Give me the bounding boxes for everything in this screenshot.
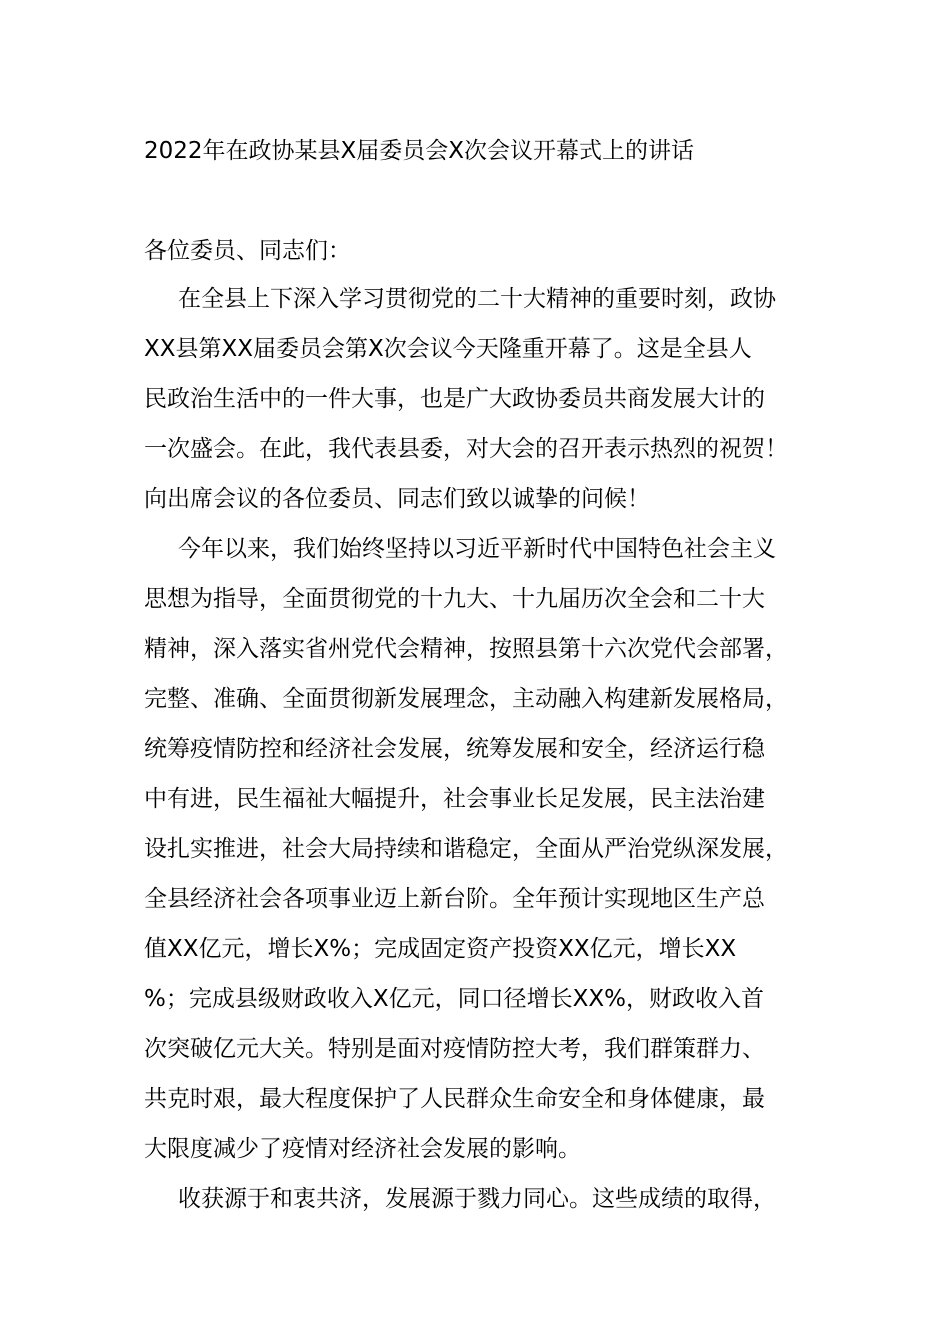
paragraph-2-line-10: %；完成县级财政收入X亿元，同口径增长XX%，财政收入首 bbox=[144, 986, 764, 1012]
paragraph-2-line-4: 完整、准确、全面贯彻新发展理念，主动融入构建新发展格局， bbox=[144, 686, 788, 712]
paragraph-2-line-5: 统筹疫情防控和经济社会发展，统筹发展和安全，经济运行稳 bbox=[144, 736, 765, 762]
paragraph-2-line-9: 值XX亿元，增长X%；完成固定资产投资XX亿元，增长XX bbox=[144, 936, 737, 962]
paragraph-2-line-3: 精神，深入落实省州党代会精神，按照县第十六次党代会部署， bbox=[144, 636, 788, 662]
salutation: 各位委员、同志们： bbox=[144, 238, 351, 264]
paragraph-2-line-2: 思想为指导，全面贯彻党的十九大、十九届历次全会和二十大 bbox=[144, 586, 765, 612]
paragraph-1-line-3: 民政治生活中的一件大事，也是广大政协委员共商发展大计的 bbox=[144, 386, 765, 412]
paragraph-2-line-7: 设扎实推进，社会大局持续和谐稳定，全面从严治党纵深发展， bbox=[144, 836, 788, 862]
paragraph-3-line-1: 收获源于和衷共济，发展源于戮力同心。这些成绩的取得， bbox=[178, 1186, 776, 1212]
paragraph-2-line-13: 大限度减少了疫情对经济社会发展的影响。 bbox=[144, 1136, 581, 1162]
paragraph-2-line-12: 共克时艰，最大程度保护了人民群众生命安全和身体健康，最 bbox=[144, 1086, 765, 1112]
paragraph-1-line-5: 向出席会议的各位委员、同志们致以诚挚的问候！ bbox=[144, 486, 650, 512]
paragraph-1-line-2: XX县第XX届委员会第X次会议今天隆重开幕了。这是全县人 bbox=[144, 336, 752, 362]
paragraph-2-line-8: 全县经济社会各项事业迈上新台阶。全年预计实现地区生产总 bbox=[144, 886, 765, 912]
paragraph-2-line-1: 今年以来，我们始终坚持以习近平新时代中国特色社会主义 bbox=[178, 536, 776, 562]
paragraph-1-line-1: 在全县上下深入学习贯彻党的二十大精神的重要时刻，政协 bbox=[178, 286, 776, 312]
document-title: 2022年在政协某县X届委员会X次会议开幕式上的讲话 bbox=[144, 138, 695, 164]
paragraph-1-line-4: 一次盛会。在此，我代表县委，对大会的召开表示热烈的祝贺！ bbox=[144, 436, 788, 462]
paragraph-2-line-11: 次突破亿元大关。特别是面对疫情防控大考，我们群策群力、 bbox=[144, 1036, 765, 1062]
paragraph-2-line-6: 中有进，民生福祉大幅提升，社会事业长足发展，民主法治建 bbox=[144, 786, 765, 812]
